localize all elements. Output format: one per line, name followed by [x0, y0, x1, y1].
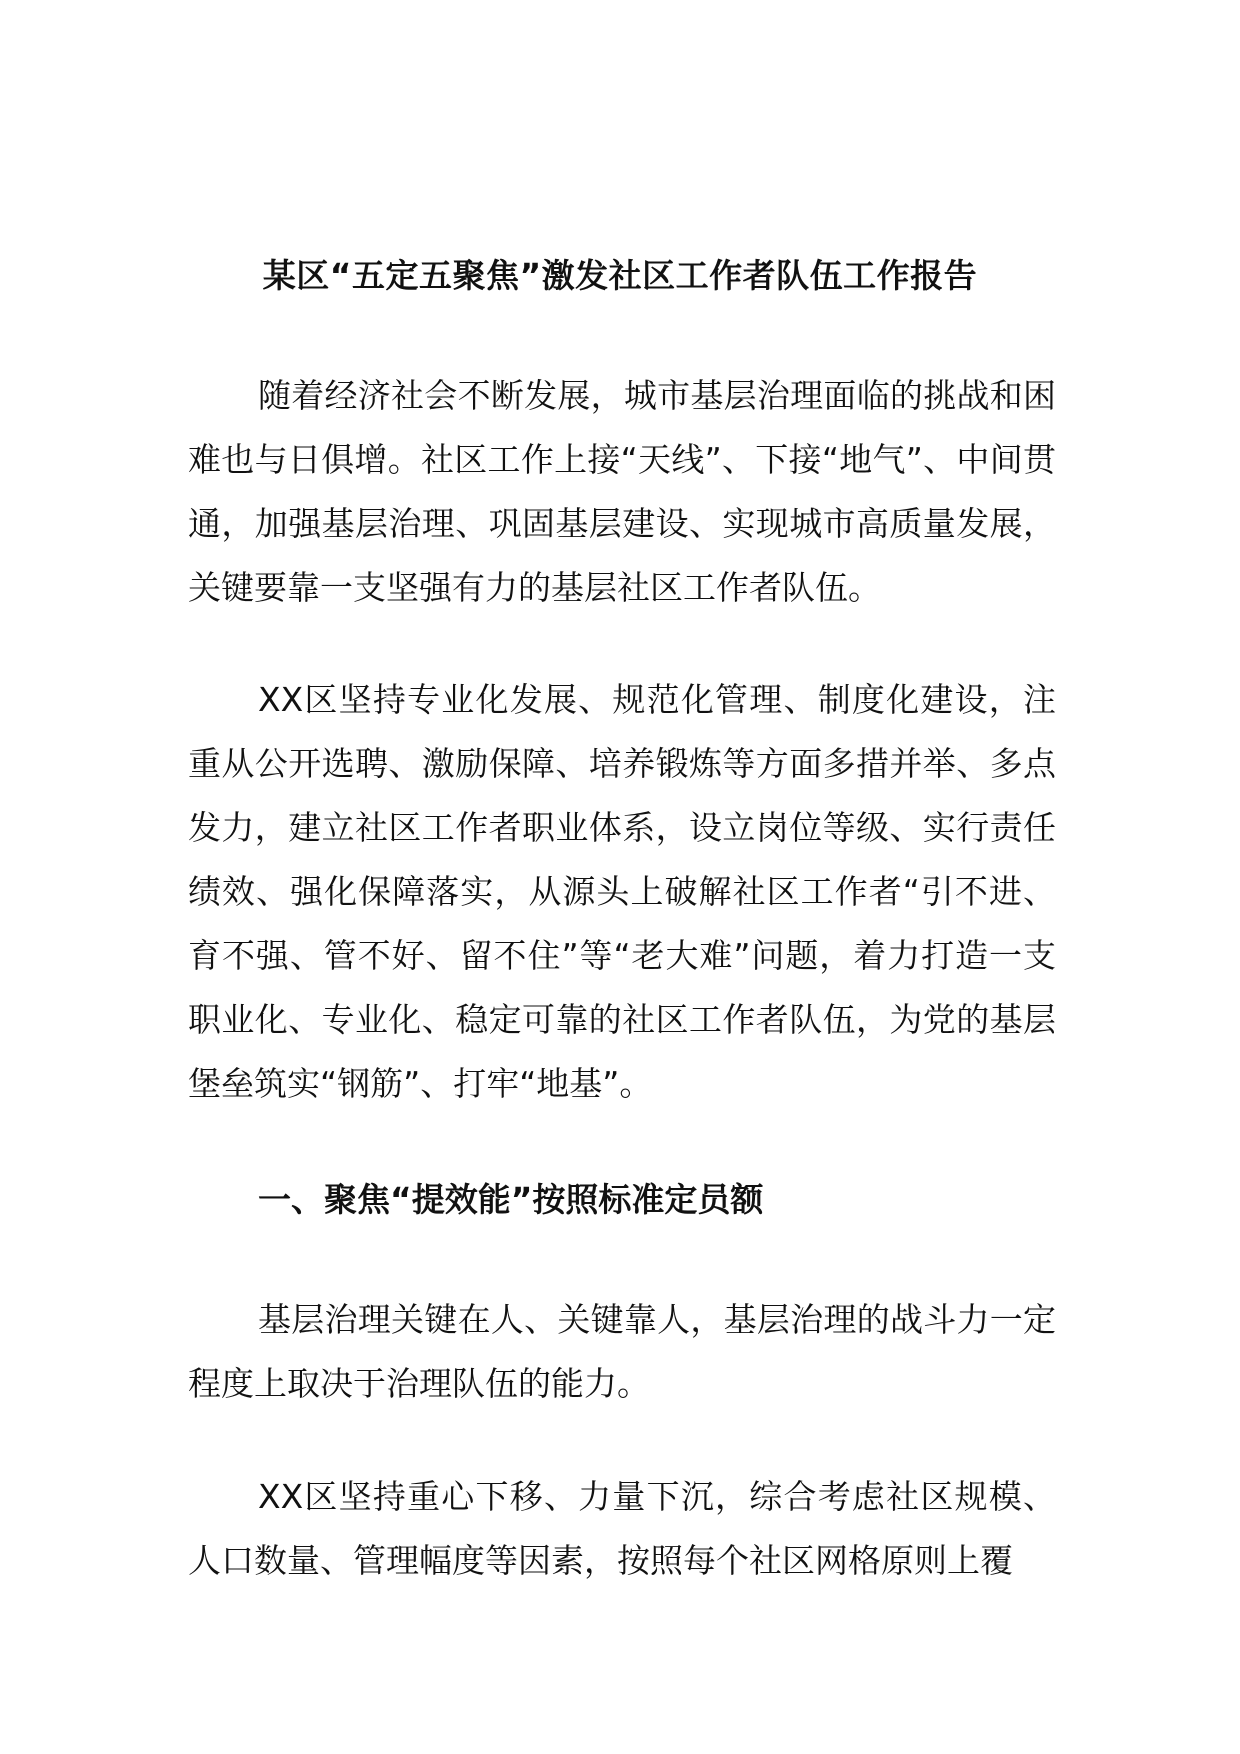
- paragraph-section-1-intro: 基层治理关键在人、关键靠人，基层治理的战斗力一定程度上取决于治理队伍的能力。: [188, 1300, 1056, 1403]
- paragraph-overview: XX区坚持专业化发展、规范化管理、制度化建设，注重从公开选聘、激励保障、培养锻炼等方面多措并举、多点发力，建立社区工作者职业体系，设立岗位等级、实行责任绩效、强化保障落实，从源头上破解社区工作者“引不进、育不强、管不好、留不住”等“老大难”问题，着力打造一支职业化、专业化、稳定可靠的社区工作者队伍，为党的基层堡垒筑实“钢筋”、打牢“地基”。: [188, 680, 1056, 1103]
- paragraph-section-1-body: XX区坚持重心下移、力量下沉，综合考虑社区规模、人口数量、管理幅度等因素，按照每个社区网格原则上覆: [188, 1477, 1056, 1580]
- document-title: 某区“五定五聚焦”激发社区工作者队伍工作报告: [262, 256, 978, 295]
- section-heading-1: 一、聚焦“提效能”按照标准定员额: [258, 1180, 764, 1219]
- paragraph-intro: 随着经济社会不断发展，城市基层治理面临的挑战和困难也与日俱增。社区工作上接“天线”、下接“地气”、中间贯通，加强基层治理、巩固基层建设、实现城市高质量发展，关键要靠一支坚强有力的基层社区工作者队伍。: [188, 376, 1056, 607]
